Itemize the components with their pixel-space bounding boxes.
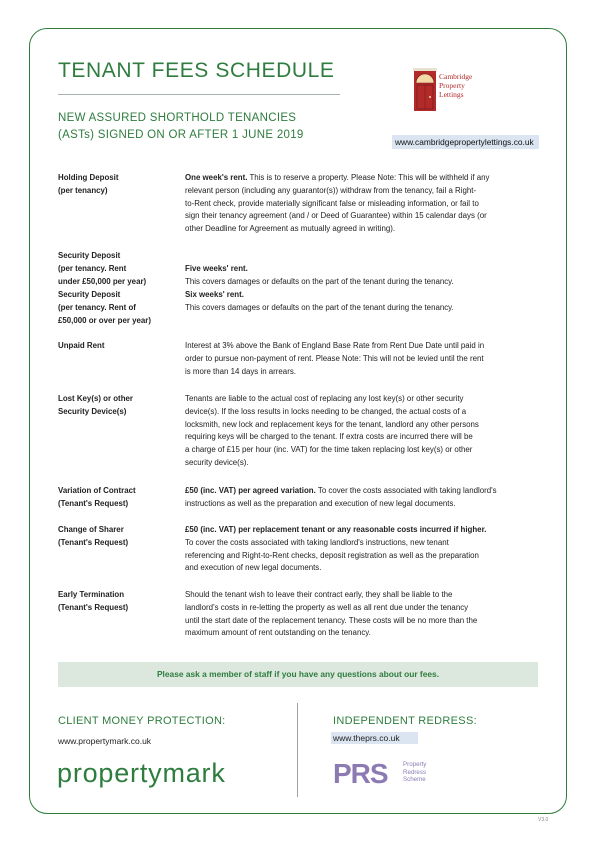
fee-description-line [185, 276, 543, 289]
fee-text: This covers damages or defaults on the part of the tenant during the tenancy. [185, 302, 454, 312]
fee-description-line [185, 185, 543, 198]
fee-label-line: Security Deposit [58, 290, 121, 299]
prs-line-3: Scheme [403, 776, 426, 783]
fee-description [185, 485, 543, 511]
company-logo [413, 67, 491, 111]
fee-text: locksmith, new lock and replacement keys for the tenant, landlord any other persons [185, 419, 479, 429]
fee-description-line [185, 340, 543, 353]
fee-label-line: Holding Deposit [58, 173, 119, 182]
prs-line-2: Redress [403, 768, 427, 776]
fee-text: sign their tenancy agreement (and / or Deed of Guarantee) within 15 calendar days (or [185, 211, 487, 221]
fee-amount: One week's rent. [185, 173, 248, 182]
fee-description-line [185, 602, 543, 615]
fee-label-line: under £50,000 per year) [58, 276, 147, 286]
fee-text: This is to reserve a property. Please Note: This will be withheld if any [247, 173, 490, 182]
prs-link[interactable]: www.theprs.co.uk [331, 732, 418, 744]
fee-text: and execution of new legal documents. [185, 563, 322, 573]
fee-description-line [185, 210, 543, 223]
fee-description-line [185, 550, 543, 563]
prs-logo [333, 757, 443, 791]
fee-label-line: Security Deposit [58, 251, 121, 260]
fee-label [58, 289, 176, 327]
fee-description [185, 172, 543, 236]
fee-text: a charge of £15 per hour (inc. VAT) for the time taken replacing lost key(s) or other [185, 445, 473, 455]
prs-logo-text [403, 761, 426, 784]
fee-description-line [185, 353, 543, 366]
fee-text: maximum amount of rent outstanding on the tenancy. [185, 628, 371, 638]
fee-label [58, 485, 176, 511]
fee-description-line [185, 537, 543, 550]
fee-text: To cover the costs associated with taking landlord's [315, 486, 497, 495]
fee-text: referencing and Right-to-Rent checks, deposit registration as well as the preparation [185, 550, 479, 560]
company-website-link[interactable]: www.cambridgepropertylettings.co.uk [392, 135, 539, 149]
fee-description-line [185, 524, 543, 537]
fee-text: to-Rent check, provide materially significant false or misleading information, or fail to [185, 198, 479, 208]
fee-text: This covers damages or defaults on the part of the tenant during the tenancy. [185, 276, 454, 286]
fee-label [58, 589, 176, 615]
fee-description-line [185, 457, 543, 470]
fee-description-line [185, 302, 543, 315]
fee-amount: Six weeks' rent. [185, 290, 244, 299]
fee-label-line: (Tenant's Request) [58, 537, 129, 547]
prs-logo-mark: PRS [333, 758, 388, 789]
fee-label-line: £50,000 or over per year) [58, 315, 151, 325]
fee-description-line [185, 498, 543, 511]
version-label: V3.0 [538, 817, 549, 823]
fee-label-line: Lost Key(s) or other [58, 394, 133, 403]
fee-description-line [185, 406, 543, 419]
page-title: TENANT FEES SCHEDULE [58, 59, 335, 82]
fee-text: requiring keys will be charged to the tenant. If extra costs are incurred there will be [185, 432, 473, 442]
fee-description-line [185, 393, 543, 406]
fee-description [185, 250, 543, 288]
fee-amount: £50 (inc. VAT) per replacement tenant or any reasonable costs incurred if higher. [185, 525, 487, 534]
fee-description-line [185, 485, 543, 498]
fee-text: Interest at 3% above the Bank of England Base Rate from Rent Due Date until paid in [185, 341, 485, 350]
footer-divider [297, 703, 298, 797]
fee-description-line [185, 366, 543, 379]
fee-description-line [185, 562, 543, 575]
fee-text: until the start date of the replacement tenancy. These costs will be no more than the [185, 615, 478, 625]
fee-label-line: Variation of Contract [58, 486, 136, 495]
fee-label-line: Unpaid Rent [58, 341, 105, 350]
fee-description-line [185, 589, 543, 602]
propertymark-link[interactable]: www.propertymark.co.uk [58, 736, 152, 746]
fee-description [185, 393, 543, 470]
fee-label-line: (per tenancy. Rent of [58, 302, 136, 312]
fee-text: device(s). If the loss results in locks needing to be changed, the actual costs of a [185, 406, 467, 416]
logo-wordmark [439, 72, 472, 99]
fee-text: landlord's costs in re-letting the property as well as all rent due under the tenancy [185, 602, 469, 612]
fee-label-line: (Tenant's Request) [58, 602, 129, 612]
fee-text: other Deadline for Agreement as mutually agreed in writing). [185, 224, 396, 234]
logo-line-3: Lettings [439, 90, 464, 99]
fee-text: Should the tenant wish to leave their contract early, they shall be liable to the [185, 590, 453, 599]
fee-label [58, 340, 176, 353]
fee-description [185, 289, 543, 315]
fee-description-line [185, 627, 543, 640]
questions-banner: Please ask a member of staff if you have any questions about our fees. [58, 662, 538, 687]
subtitle-line-1: NEW ASSURED SHORTHOLD TENANCIES [58, 112, 297, 124]
fee-description-line [185, 223, 543, 236]
fee-amount: £50 (inc. VAT) per agreed variation. [185, 486, 316, 495]
door-icon [413, 67, 437, 111]
fee-label [58, 524, 176, 550]
fee-description-line [185, 615, 543, 628]
fee-description-line [185, 198, 543, 211]
fee-label-line: Security Device(s) [58, 406, 127, 416]
page-subtitle [58, 110, 304, 144]
logo-line-1: Cambridge [439, 72, 473, 81]
fee-label [58, 393, 176, 419]
propertymark-logo: propertymark [57, 758, 226, 788]
fee-description [185, 589, 543, 640]
fee-label-line: (Tenant's Request) [58, 498, 129, 508]
fee-label-line: (per tenancy) [58, 185, 108, 195]
fee-text: is more than 14 days in arrears. [185, 366, 296, 376]
fee-text: To cover the costs associated with taking landlord's instructions, new tenant [185, 537, 449, 547]
fee-label-line: Early Termination [58, 590, 125, 599]
fee-text: Tenants are liable to the actual cost of replacing any lost key(s) or other security [185, 394, 464, 403]
fee-description-line [185, 263, 543, 276]
fee-description-line [185, 172, 543, 185]
fee-text: relevant person (including any guarantor(s)) withdraw from the tenancy, fail a Right- [185, 185, 477, 195]
fee-description [185, 524, 543, 575]
fee-text: order to pursue non-payment of rent. Please Note: This will not be levied until the rent [185, 353, 484, 363]
fee-description-line [185, 419, 543, 432]
fee-description-line [185, 444, 543, 457]
prs-line-1: Property [403, 761, 427, 768]
fee-text: instructions as well as the preparation and execution of new legal documents. [185, 498, 456, 508]
fee-text: Five weeks' rent. [185, 263, 248, 273]
redress-heading: INDEPENDENT REDRESS: [333, 715, 477, 727]
client-money-heading: CLIENT MONEY PROTECTION: [58, 715, 226, 727]
fee-description-line [185, 289, 543, 302]
fee-description-line [185, 431, 543, 444]
fee-label [58, 250, 176, 288]
fee-description-line [185, 250, 543, 263]
fee-label-line: (per tenancy. Rent [58, 263, 127, 273]
title-divider [58, 94, 340, 95]
subtitle-line-2: (ASTs) SIGNED ON OR AFTER 1 JUNE 2019 [58, 129, 304, 141]
fee-text: security device(s). [185, 457, 249, 467]
fee-description [185, 340, 543, 378]
logo-line-2: Property [439, 81, 465, 90]
fee-label-line: Change of Sharer [58, 525, 124, 534]
fee-label [58, 172, 176, 198]
